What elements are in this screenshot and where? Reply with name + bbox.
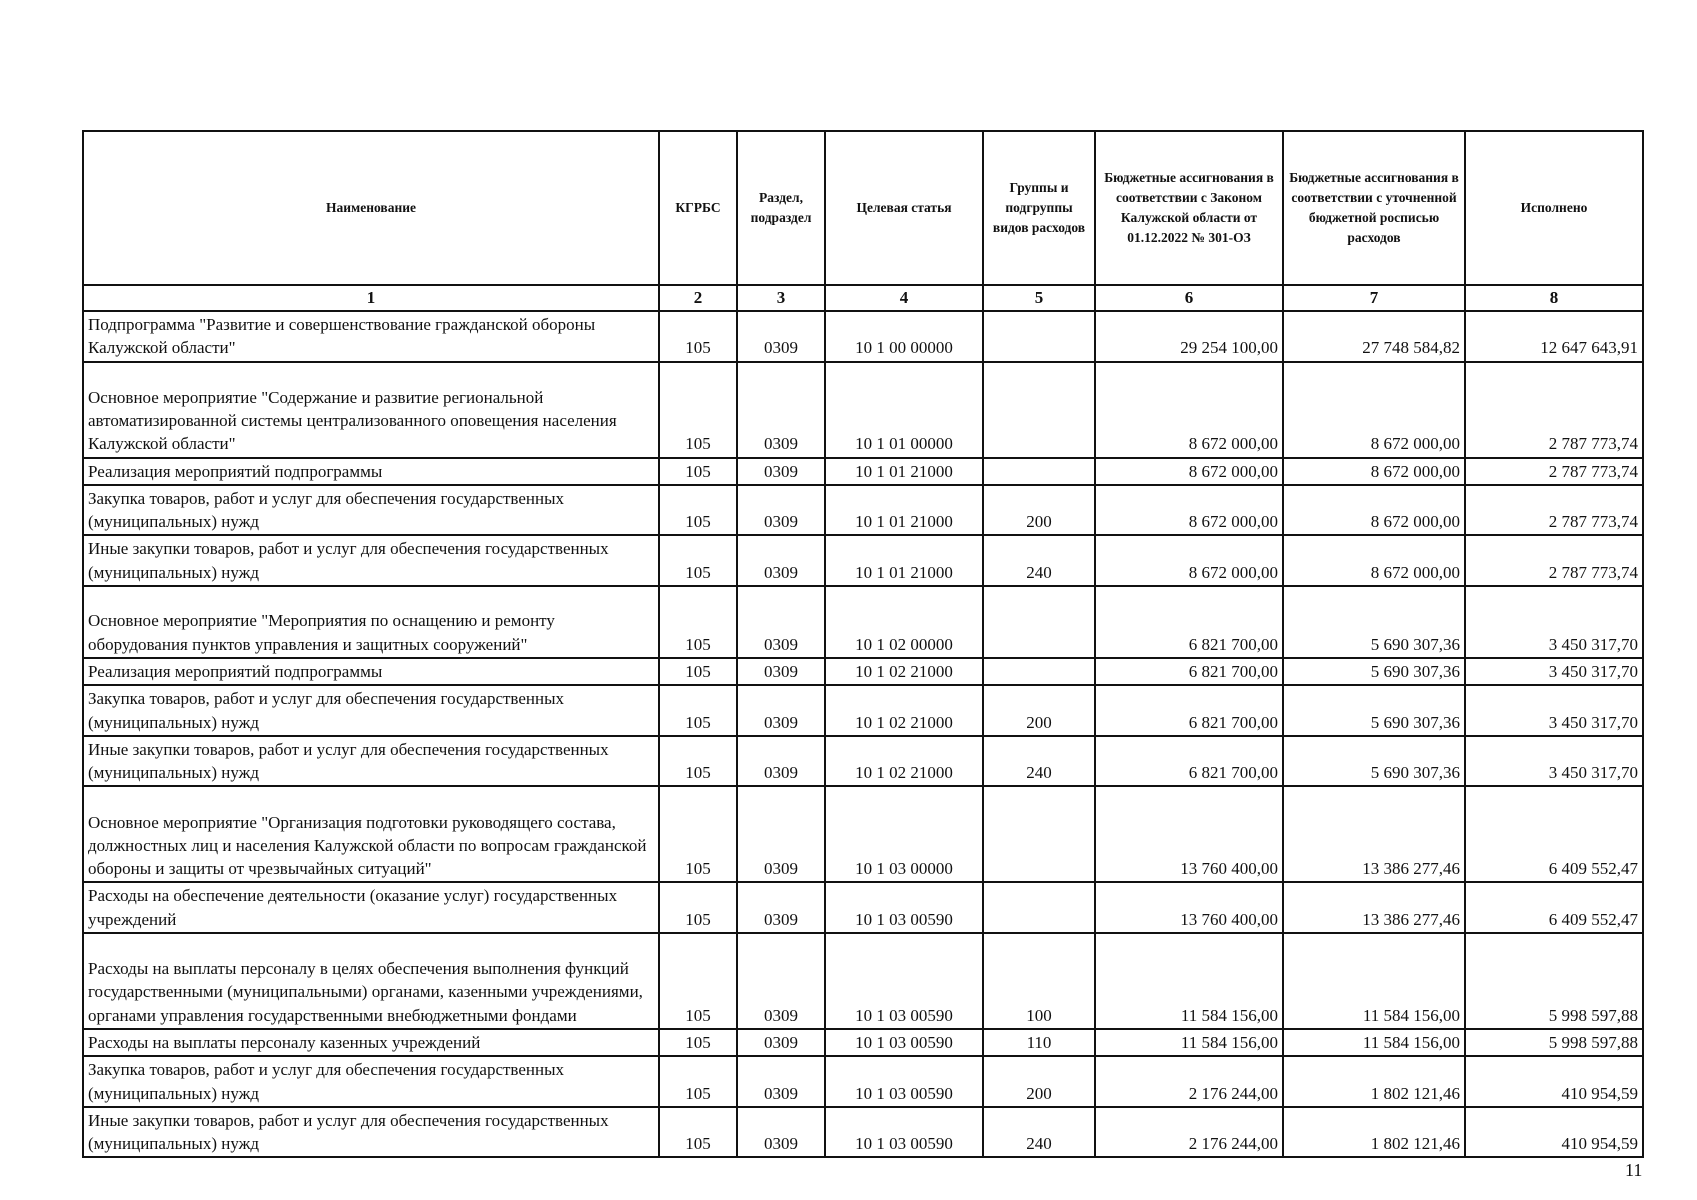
row-law-amount: 8 672 000,00 bbox=[1095, 458, 1283, 485]
row-kgrbs: 105 bbox=[659, 535, 737, 586]
row-refined-amount: 8 672 000,00 bbox=[1283, 485, 1465, 536]
row-executed-amount: 2 787 773,74 bbox=[1465, 362, 1643, 458]
row-expense-group bbox=[983, 362, 1095, 458]
row-name: Закупка товаров, работ и услуг для обеспечения государственных (муниципальных) нужд bbox=[83, 1056, 659, 1107]
row-expense-group bbox=[983, 658, 1095, 685]
row-law-amount: 13 760 400,00 bbox=[1095, 786, 1283, 882]
table-row bbox=[83, 786, 1643, 882]
row-kgrbs: 105 bbox=[659, 311, 737, 362]
row-kgrbs: 105 bbox=[659, 362, 737, 458]
row-executed-amount: 2 787 773,74 bbox=[1465, 535, 1643, 586]
row-expense-group: 110 bbox=[983, 1029, 1095, 1056]
row-kgrbs: 105 bbox=[659, 736, 737, 787]
row-kgrbs: 105 bbox=[659, 933, 737, 1029]
column-number: 8 bbox=[1465, 285, 1643, 311]
row-kgrbs: 105 bbox=[659, 485, 737, 536]
row-expense-group: 240 bbox=[983, 1107, 1095, 1158]
row-executed-amount: 2 787 773,74 bbox=[1465, 485, 1643, 536]
row-section: 0309 bbox=[737, 658, 825, 685]
row-name: Иные закупки товаров, работ и услуг для обеспечения государственных (муниципальных) нужд bbox=[83, 535, 659, 586]
header-section: Раздел, подраздел bbox=[737, 131, 825, 285]
row-name: Подпрограмма "Развитие и совершенствование гражданской обороны Калужской области" bbox=[83, 311, 659, 362]
column-number: 4 bbox=[825, 285, 983, 311]
page-number: 11 bbox=[1625, 1160, 1643, 1180]
row-law-amount: 6 821 700,00 bbox=[1095, 658, 1283, 685]
table-row bbox=[83, 458, 1643, 485]
row-kgrbs: 105 bbox=[659, 458, 737, 485]
row-law-amount: 2 176 244,00 bbox=[1095, 1107, 1283, 1158]
budget-table bbox=[82, 130, 1644, 1158]
header-expense-groups: Группы и подгруппы видов расходов bbox=[983, 131, 1095, 285]
row-kgrbs: 105 bbox=[659, 882, 737, 933]
table-row bbox=[83, 736, 1643, 787]
row-expense-group bbox=[983, 311, 1095, 362]
row-expense-group bbox=[983, 786, 1095, 882]
row-name: Закупка товаров, работ и услуг для обеспечения государственных (муниципальных) нужд bbox=[83, 485, 659, 536]
row-name: Реализация мероприятий подпрограммы bbox=[83, 458, 659, 485]
row-name: Расходы на выплаты персоналу в целях обеспечения выполнения функций государственными (муниципальными) органами, казенными учреждениями, органами управления государственными внебюджетными фондами bbox=[83, 933, 659, 1029]
row-executed-amount: 6 409 552,47 bbox=[1465, 882, 1643, 933]
row-name: Основное мероприятие "Организация подготовки руководящего состава, должностных лиц и населения Калужской области по вопросам гражданской обороны и защиты от чрезвычайных ситуаций" bbox=[83, 786, 659, 882]
row-target-article: 10 1 03 00590 bbox=[825, 1029, 983, 1056]
header-name: Наименование bbox=[83, 131, 659, 285]
row-expense-group: 240 bbox=[983, 736, 1095, 787]
row-expense-group: 100 bbox=[983, 933, 1095, 1029]
row-kgrbs: 105 bbox=[659, 1107, 737, 1158]
row-name: Закупка товаров, работ и услуг для обеспечения государственных (муниципальных) нужд bbox=[83, 685, 659, 736]
row-law-amount: 8 672 000,00 bbox=[1095, 535, 1283, 586]
row-refined-amount: 1 802 121,46 bbox=[1283, 1056, 1465, 1107]
row-section: 0309 bbox=[737, 933, 825, 1029]
header-law-allocations: Бюджетные ассигнования в соответствии с Законом Калужской области от 01.12.2022 № 301-ОЗ bbox=[1095, 131, 1283, 285]
row-section: 0309 bbox=[737, 485, 825, 536]
table-row bbox=[83, 535, 1643, 586]
row-law-amount: 2 176 244,00 bbox=[1095, 1056, 1283, 1107]
row-expense-group bbox=[983, 458, 1095, 485]
row-kgrbs: 105 bbox=[659, 1056, 737, 1107]
row-expense-group: 200 bbox=[983, 1056, 1095, 1107]
row-refined-amount: 5 690 307,36 bbox=[1283, 685, 1465, 736]
row-name: Реализация мероприятий подпрограммы bbox=[83, 658, 659, 685]
row-executed-amount: 3 450 317,70 bbox=[1465, 658, 1643, 685]
row-law-amount: 8 672 000,00 bbox=[1095, 485, 1283, 536]
row-law-amount: 29 254 100,00 bbox=[1095, 311, 1283, 362]
header-refined-allocations: Бюджетные ассигнования в соответствии с уточненной бюджетной росписью расходов bbox=[1283, 131, 1465, 285]
row-target-article: 10 1 02 00000 bbox=[825, 586, 983, 658]
table-row bbox=[83, 685, 1643, 736]
row-section: 0309 bbox=[737, 736, 825, 787]
table-row bbox=[83, 933, 1643, 1029]
row-target-article: 10 1 01 00000 bbox=[825, 362, 983, 458]
row-target-article: 10 1 02 21000 bbox=[825, 736, 983, 787]
column-number: 3 bbox=[737, 285, 825, 311]
row-section: 0309 bbox=[737, 311, 825, 362]
row-section: 0309 bbox=[737, 1056, 825, 1107]
row-executed-amount: 3 450 317,70 bbox=[1465, 685, 1643, 736]
row-target-article: 10 1 03 00000 bbox=[825, 786, 983, 882]
row-section: 0309 bbox=[737, 1029, 825, 1056]
table-row bbox=[83, 362, 1643, 458]
row-executed-amount: 3 450 317,70 bbox=[1465, 586, 1643, 658]
column-number: 6 bbox=[1095, 285, 1283, 311]
row-section: 0309 bbox=[737, 458, 825, 485]
row-law-amount: 6 821 700,00 bbox=[1095, 685, 1283, 736]
header-row bbox=[83, 131, 1643, 285]
row-name: Расходы на обеспечение деятельности (оказание услуг) государственных учреждений bbox=[83, 882, 659, 933]
row-expense-group: 200 bbox=[983, 485, 1095, 536]
row-target-article: 10 1 01 21000 bbox=[825, 458, 983, 485]
row-kgrbs: 105 bbox=[659, 1029, 737, 1056]
table-row bbox=[83, 1056, 1643, 1107]
row-target-article: 10 1 02 21000 bbox=[825, 685, 983, 736]
table-row bbox=[83, 311, 1643, 362]
header-target-article: Целевая статья bbox=[825, 131, 983, 285]
row-expense-group: 200 bbox=[983, 685, 1095, 736]
row-kgrbs: 105 bbox=[659, 786, 737, 882]
column-number: 7 bbox=[1283, 285, 1465, 311]
row-kgrbs: 105 bbox=[659, 658, 737, 685]
row-refined-amount: 5 690 307,36 bbox=[1283, 658, 1465, 685]
row-target-article: 10 1 01 21000 bbox=[825, 535, 983, 586]
row-refined-amount: 5 690 307,36 bbox=[1283, 586, 1465, 658]
row-target-article: 10 1 03 00590 bbox=[825, 1056, 983, 1107]
row-refined-amount: 5 690 307,36 bbox=[1283, 736, 1465, 787]
row-kgrbs: 105 bbox=[659, 685, 737, 736]
row-section: 0309 bbox=[737, 535, 825, 586]
table-row bbox=[83, 658, 1643, 685]
row-section: 0309 bbox=[737, 786, 825, 882]
row-target-article: 10 1 02 21000 bbox=[825, 658, 983, 685]
row-law-amount: 6 821 700,00 bbox=[1095, 736, 1283, 787]
row-target-article: 10 1 03 00590 bbox=[825, 1107, 983, 1158]
row-name: Основное мероприятие "Мероприятия по оснащению и ремонту оборудования пунктов управления и защитных сооружений" bbox=[83, 586, 659, 658]
row-law-amount: 8 672 000,00 bbox=[1095, 362, 1283, 458]
row-executed-amount: 6 409 552,47 bbox=[1465, 786, 1643, 882]
column-number: 5 bbox=[983, 285, 1095, 311]
header-executed: Исполнено bbox=[1465, 131, 1643, 285]
row-executed-amount: 410 954,59 bbox=[1465, 1107, 1643, 1158]
row-section: 0309 bbox=[737, 685, 825, 736]
table-row bbox=[83, 1029, 1643, 1056]
row-target-article: 10 1 01 21000 bbox=[825, 485, 983, 536]
row-executed-amount: 2 787 773,74 bbox=[1465, 458, 1643, 485]
row-law-amount: 11 584 156,00 bbox=[1095, 1029, 1283, 1056]
row-law-amount: 6 821 700,00 bbox=[1095, 586, 1283, 658]
row-refined-amount: 11 584 156,00 bbox=[1283, 1029, 1465, 1056]
row-executed-amount: 410 954,59 bbox=[1465, 1056, 1643, 1107]
row-executed-amount: 3 450 317,70 bbox=[1465, 736, 1643, 787]
row-refined-amount: 1 802 121,46 bbox=[1283, 1107, 1465, 1158]
header-kgrbs: КГРБС bbox=[659, 131, 737, 285]
row-name: Иные закупки товаров, работ и услуг для обеспечения государственных (муниципальных) нужд bbox=[83, 1107, 659, 1158]
row-section: 0309 bbox=[737, 586, 825, 658]
row-target-article: 10 1 03 00590 bbox=[825, 882, 983, 933]
row-target-article: 10 1 00 00000 bbox=[825, 311, 983, 362]
table-row bbox=[83, 586, 1643, 658]
row-refined-amount: 13 386 277,46 bbox=[1283, 882, 1465, 933]
row-law-amount: 11 584 156,00 bbox=[1095, 933, 1283, 1029]
row-law-amount: 13 760 400,00 bbox=[1095, 882, 1283, 933]
row-name: Основное мероприятие "Содержание и развитие региональной автоматизированной системы централизованного оповещения населения Калужской области" bbox=[83, 362, 659, 458]
row-refined-amount: 27 748 584,82 bbox=[1283, 311, 1465, 362]
column-number: 2 bbox=[659, 285, 737, 311]
row-section: 0309 bbox=[737, 882, 825, 933]
table-body bbox=[83, 311, 1643, 1157]
row-target-article: 10 1 03 00590 bbox=[825, 933, 983, 1029]
row-executed-amount: 5 998 597,88 bbox=[1465, 933, 1643, 1029]
row-refined-amount: 13 386 277,46 bbox=[1283, 786, 1465, 882]
row-section: 0309 bbox=[737, 362, 825, 458]
table-row bbox=[83, 485, 1643, 536]
column-number: 1 bbox=[83, 285, 659, 311]
budget-sheet bbox=[82, 130, 1642, 1158]
row-executed-amount: 12 647 643,91 bbox=[1465, 311, 1643, 362]
row-refined-amount: 8 672 000,00 bbox=[1283, 362, 1465, 458]
row-kgrbs: 105 bbox=[659, 586, 737, 658]
row-name: Иные закупки товаров, работ и услуг для обеспечения государственных (муниципальных) нужд bbox=[83, 736, 659, 787]
row-refined-amount: 8 672 000,00 bbox=[1283, 535, 1465, 586]
row-name: Расходы на выплаты персоналу казенных учреждений bbox=[83, 1029, 659, 1056]
row-expense-group: 240 bbox=[983, 535, 1095, 586]
table-row bbox=[83, 882, 1643, 933]
row-refined-amount: 8 672 000,00 bbox=[1283, 458, 1465, 485]
row-expense-group bbox=[983, 586, 1095, 658]
row-executed-amount: 5 998 597,88 bbox=[1465, 1029, 1643, 1056]
row-section: 0309 bbox=[737, 1107, 825, 1158]
row-expense-group bbox=[983, 882, 1095, 933]
table-row bbox=[83, 1107, 1643, 1158]
row-refined-amount: 11 584 156,00 bbox=[1283, 933, 1465, 1029]
column-number-row bbox=[83, 285, 1643, 311]
